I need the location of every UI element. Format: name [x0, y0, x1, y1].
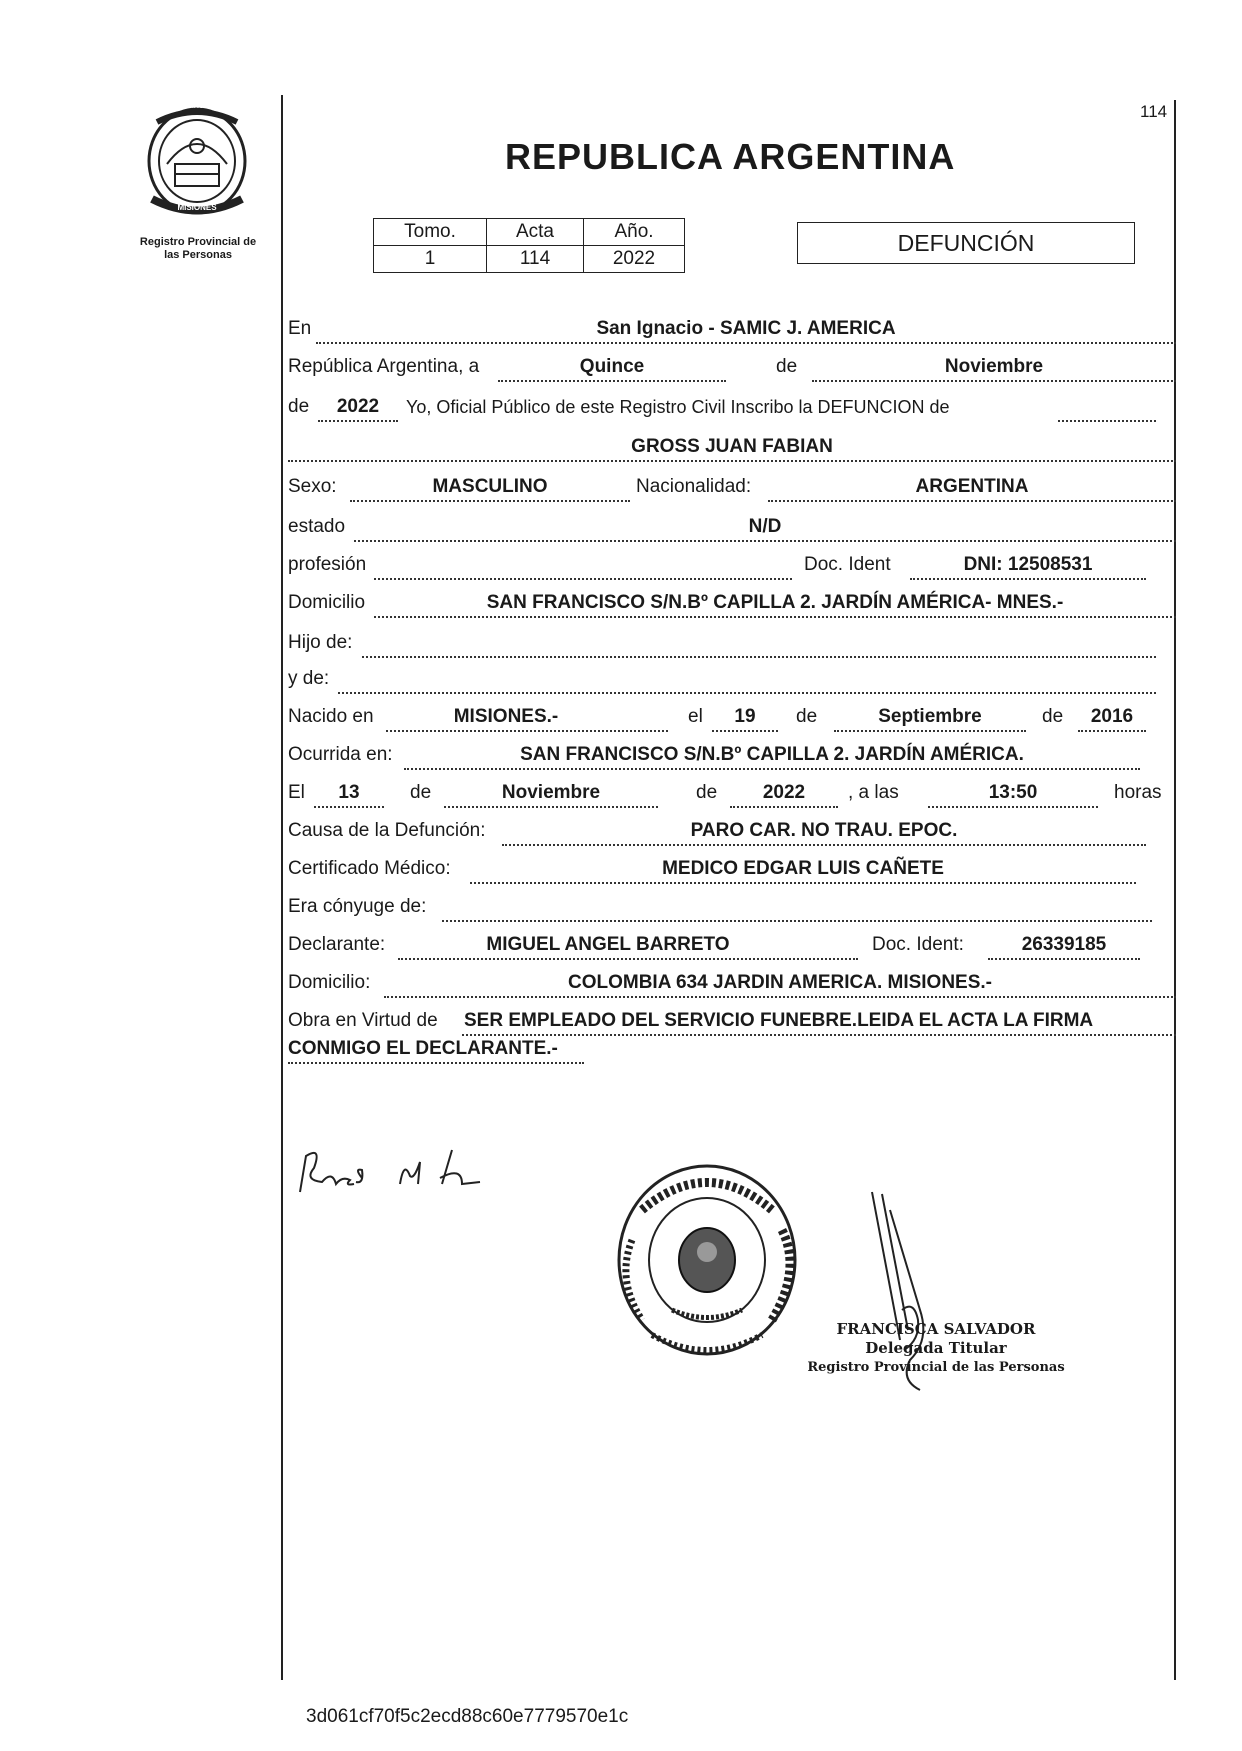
de-label-2: de: [288, 396, 310, 417]
acta-value: 114: [487, 246, 584, 273]
certificado-value: MEDICO EDGAR LUIS CAÑETE: [662, 858, 944, 879]
en-value: San Ignacio - SAMIC J. AMERICA: [596, 318, 896, 339]
row-nacido: [288, 702, 1176, 732]
doc-value: DNI: 12508531: [963, 554, 1093, 575]
estado-line: [354, 540, 1176, 542]
estado-label: estado: [288, 516, 346, 537]
row-hijo: [288, 628, 1176, 658]
stamp-inner-text: Hospital Jardín América: [612, 1378, 665, 1384]
hijo-label: Hijo de:: [288, 632, 353, 653]
alas-label: , a las: [848, 782, 899, 803]
profesion-label: profesión: [288, 554, 367, 575]
obra-line-2: [288, 1062, 584, 1064]
row-estado: [288, 512, 1176, 542]
el-label-1: el: [688, 706, 703, 727]
obra-text-1: SER EMPLEADO DEL SERVICIO FUNEBRE.LEIDA EL ACTA LA FIRMA: [464, 1010, 1094, 1031]
conyuge-label: Era cónyuge de:: [288, 896, 427, 917]
row-certificado: [288, 854, 1176, 884]
official-role: Delegada Titular: [865, 1339, 1007, 1357]
nac-month-line: [834, 730, 1026, 732]
row-obra: [288, 1006, 1176, 1036]
def-month-line: [444, 806, 658, 808]
official-name-block: [806, 1320, 1066, 1377]
yde-label: y de:: [288, 668, 330, 689]
republica-label: República Argentina, a: [288, 356, 480, 377]
row-obra-2: [288, 1034, 1176, 1064]
certificado-label: Certificado Médico:: [288, 858, 451, 879]
causa-value: PARO CAR. NO TRAU. EPOC.: [690, 820, 958, 841]
doc-line: [910, 578, 1146, 580]
nacionalidad-value: ARGENTINA: [915, 476, 1029, 497]
name-line: [288, 460, 1176, 462]
horas-label: horas: [1114, 782, 1162, 803]
declarante-line: [398, 958, 858, 960]
row-name: [288, 432, 1176, 462]
ref-table: [373, 218, 685, 273]
def-day-line: [314, 806, 384, 808]
doc2-label: Doc. Ident:: [872, 934, 964, 955]
obra-text-2: CONMIGO EL DECLARANTE.-: [288, 1038, 558, 1059]
ocurrida-value: SAN FRANCISCO S/N.Bº CAPILLA 2. JARDÍN AMÉRICA.: [520, 744, 1024, 765]
hijo-line: [362, 656, 1156, 658]
inscribe-text: Yo, Oficial Público de este Registro Civil Inscribo la DEFUNCION de: [406, 397, 950, 417]
doc-label: Doc. Ident: [804, 554, 891, 575]
row-republica: [288, 352, 1176, 382]
yde-line: [338, 692, 1156, 694]
domicilio2-label: Domicilio:: [288, 972, 371, 993]
seal-caption-bottom: MISIONES: [177, 203, 217, 212]
certificate-type: DEFUNCIÓN: [797, 222, 1135, 264]
hora-value: 13:50: [988, 782, 1038, 803]
estado-value: N/D: [748, 516, 782, 537]
hora-line: [928, 806, 1098, 808]
en-line: [316, 342, 1176, 344]
stamp-outer-text: DELEGACION REGISTRO PROVINCIAL DE LAS PERSONAS: [612, 1370, 753, 1376]
de-label-1: de: [776, 356, 798, 377]
declarante-label: Declarante:: [288, 934, 386, 955]
ano-header: Año.: [584, 219, 685, 246]
official-org: Registro Provincial de las Personas: [807, 1360, 1065, 1375]
sexo-value: MASCULINO: [432, 476, 548, 497]
nacionalidad-label: Nacionalidad:: [636, 476, 752, 497]
nacionalidad-line: [768, 500, 1176, 502]
year-line: [318, 420, 398, 422]
month-word: Noviembre: [944, 356, 1044, 377]
ocurrida-label: Ocurrida en:: [288, 744, 393, 765]
doc2-line: [988, 958, 1140, 960]
certificado-line: [470, 882, 1136, 884]
de-label-3: de: [796, 706, 818, 727]
ocurrida-line: [404, 768, 1140, 770]
row-yde: [288, 664, 1176, 694]
ano-value: 2022: [584, 246, 685, 273]
page-number: 114: [1140, 102, 1168, 121]
def-day: 13: [338, 782, 360, 803]
el-label-2: El: [288, 782, 305, 803]
seal-caption-top: PROVINCIA DE: [172, 103, 222, 110]
nacido-line: [386, 730, 668, 732]
province-seal-logo: [142, 104, 252, 219]
row-inscribe: [288, 392, 1176, 422]
domicilio-label: Domicilio: [288, 592, 366, 613]
nac-day: 19: [734, 706, 756, 727]
domicilio-line: [374, 616, 1176, 618]
obra-label: Obra en Virtud de: [288, 1010, 438, 1031]
inscribe-line: [1058, 420, 1156, 422]
de-label-6: de: [696, 782, 718, 803]
day-word: Quince: [579, 356, 645, 377]
day-line: [498, 380, 726, 382]
de-label-5: de: [410, 782, 432, 803]
row-conyuge: [288, 892, 1176, 922]
nacido-value: MISIONES.-: [453, 706, 559, 727]
causa-label: Causa de la Defunción:: [288, 820, 486, 841]
document-hash: 3d061cf70f5c2ecd88c60e7779570e1c: [306, 1706, 629, 1727]
def-month: Noviembre: [501, 782, 601, 803]
nac-year-line: [1078, 730, 1146, 732]
row-causa: [288, 816, 1176, 846]
registry-name: Registro Provincial de las Personas: [139, 236, 257, 261]
row-sexo: [288, 472, 1176, 502]
row-profesion: [288, 550, 1176, 580]
year-value: 2022: [336, 396, 380, 417]
causa-line: [502, 844, 1146, 846]
month-line: [812, 380, 1176, 382]
row-en: [288, 314, 1176, 344]
acta-header: Acta: [487, 219, 584, 246]
row-declarante: [288, 930, 1176, 960]
nac-month: Septiembre: [878, 706, 982, 727]
def-year: 2022: [762, 782, 806, 803]
declarant-signature: [292, 1140, 492, 1210]
official-name: FRANCISCA SALVADOR: [836, 1320, 1036, 1338]
row-ocurrida: [288, 740, 1176, 770]
row-fecha: [288, 778, 1176, 808]
sexo-line: [350, 500, 630, 502]
nac-day-line: [712, 730, 778, 732]
conyuge-line: [442, 920, 1152, 922]
deceased-name: GROSS JUAN FABIAN: [631, 436, 833, 457]
tomo-value: 1: [374, 246, 487, 273]
left-margin-line: [281, 95, 283, 1680]
page-title: REPUBLICA ARGENTINA: [505, 136, 956, 177]
domicilio-value: SAN FRANCISCO S/N.Bº CAPILLA 2. JARDÍN AMÉRICA- MNES.-: [486, 592, 1064, 613]
official-stamp: [612, 1160, 802, 1360]
nacido-label: Nacido en: [288, 706, 374, 727]
def-year-line: [730, 806, 838, 808]
profesion-line: [374, 578, 792, 580]
doc2-value: 26339185: [1021, 934, 1107, 955]
domicilio2-line: [384, 996, 1176, 998]
de-label-4: de: [1042, 706, 1064, 727]
en-label: En: [288, 318, 312, 339]
row-domicilio: [288, 588, 1176, 618]
row-domicilio2: [288, 968, 1176, 998]
declarante-value: MIGUEL ANGEL BARRETO: [486, 934, 730, 955]
domicilio2-value: COLOMBIA 634 JARDIN AMERICA. MISIONES.-: [567, 972, 993, 993]
tomo-header: Tomo.: [374, 219, 487, 246]
sexo-label: Sexo:: [288, 476, 337, 497]
nac-year: 2016: [1090, 706, 1134, 727]
